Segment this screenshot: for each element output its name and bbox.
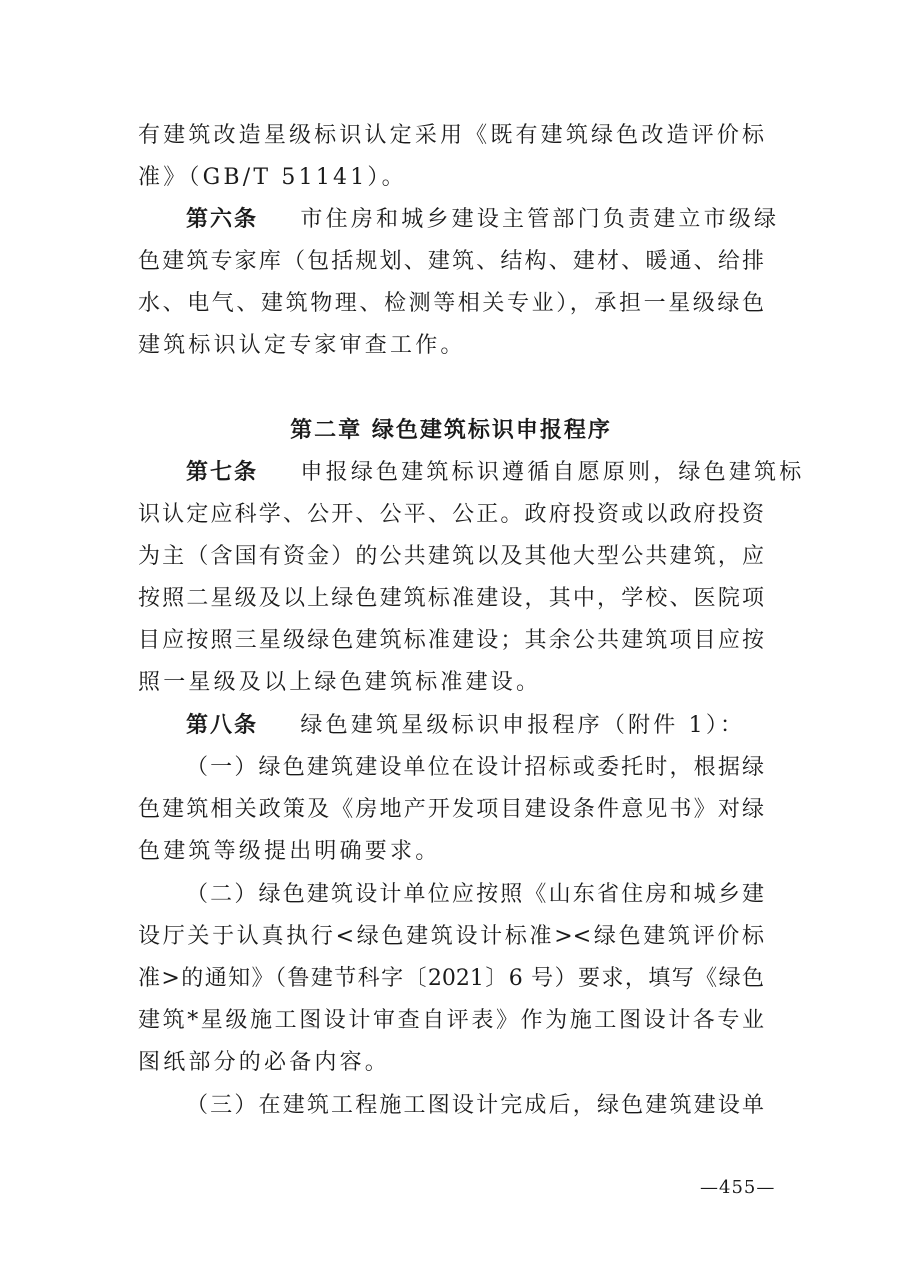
page-number: —455— bbox=[700, 1177, 776, 1198]
article-6-label: 第六条 bbox=[186, 207, 259, 232]
article-8-first-line bbox=[186, 711, 764, 741]
text-line: 水、电气、建筑物理、检测等相关专业），承担一星级绿色 bbox=[138, 291, 764, 316]
text-line: 识认定应科学、公开、公平、公正。政府投资或以政府投资 bbox=[138, 502, 764, 527]
text-line: 建筑标识认定专家审查工作。 bbox=[138, 333, 466, 358]
article-6-first-line bbox=[186, 205, 780, 235]
text-line: （三）在建筑工程施工图设计完成后，绿色建筑建设单 bbox=[186, 1093, 764, 1118]
article-8-label: 第八条 bbox=[186, 713, 259, 738]
article-7-first-line bbox=[186, 458, 805, 488]
article-6-text: 市住房和城乡建设主管部门负责建立市级绿 bbox=[300, 207, 780, 232]
text-line: 设厅关于认真执行<绿色建筑设计标准><绿色建筑评价标 bbox=[138, 924, 764, 949]
text-line: 准》（GB/T 51141）。 bbox=[138, 165, 407, 190]
article-7-label: 第七条 bbox=[186, 460, 259, 485]
text-line: 图纸部分的必备内容。 bbox=[138, 1050, 391, 1075]
text-line: （一）绿色建筑建设单位在设计招标或委托时，根据绿 bbox=[186, 755, 764, 780]
text-line: 目应按照三星级绿色建筑标准建设；其余公共建筑项目应按 bbox=[138, 628, 764, 653]
text-line: 建筑*星级施工图设计审查自评表》作为施工图设计各专业 bbox=[138, 1008, 764, 1033]
text-line: 为主（含国有资金）的公共建筑以及其他大型公共建筑，应 bbox=[138, 544, 764, 569]
text-line: 色建筑专家库（包括规划、建筑、结构、建材、暖通、给排 bbox=[138, 249, 764, 274]
text-line: 色建筑相关政策及《房地产开发项目建设条件意见书》对绿 bbox=[138, 797, 764, 822]
article-7-text: 申报绿色建筑标识遵循自愿原则，绿色建筑标 bbox=[300, 460, 805, 485]
text-line: 有建筑改造星级标识认定采用《既有建筑绿色改造评价标 bbox=[138, 123, 764, 148]
text-line: （二）绿色建筑设计单位应按照《山东省住房和城乡建 bbox=[186, 882, 764, 907]
text-line: 准>的通知》（鲁建节科字〔2021〕6 号）要求，填写《绿色 bbox=[138, 966, 764, 991]
text-line: 色建筑等级提出明确要求。 bbox=[138, 839, 441, 864]
text-line: 照一星级及以上绿色建筑标准建设。 bbox=[138, 670, 542, 695]
article-8-text: 绿色建筑星级标识申报程序（附件 1）： bbox=[300, 713, 746, 738]
text-line: 按照二星级及以上绿色建筑标准建设，其中，学校、医院项 bbox=[138, 586, 764, 611]
chapter-title: 第二章 绿色建筑标识申报程序 bbox=[290, 418, 612, 443]
